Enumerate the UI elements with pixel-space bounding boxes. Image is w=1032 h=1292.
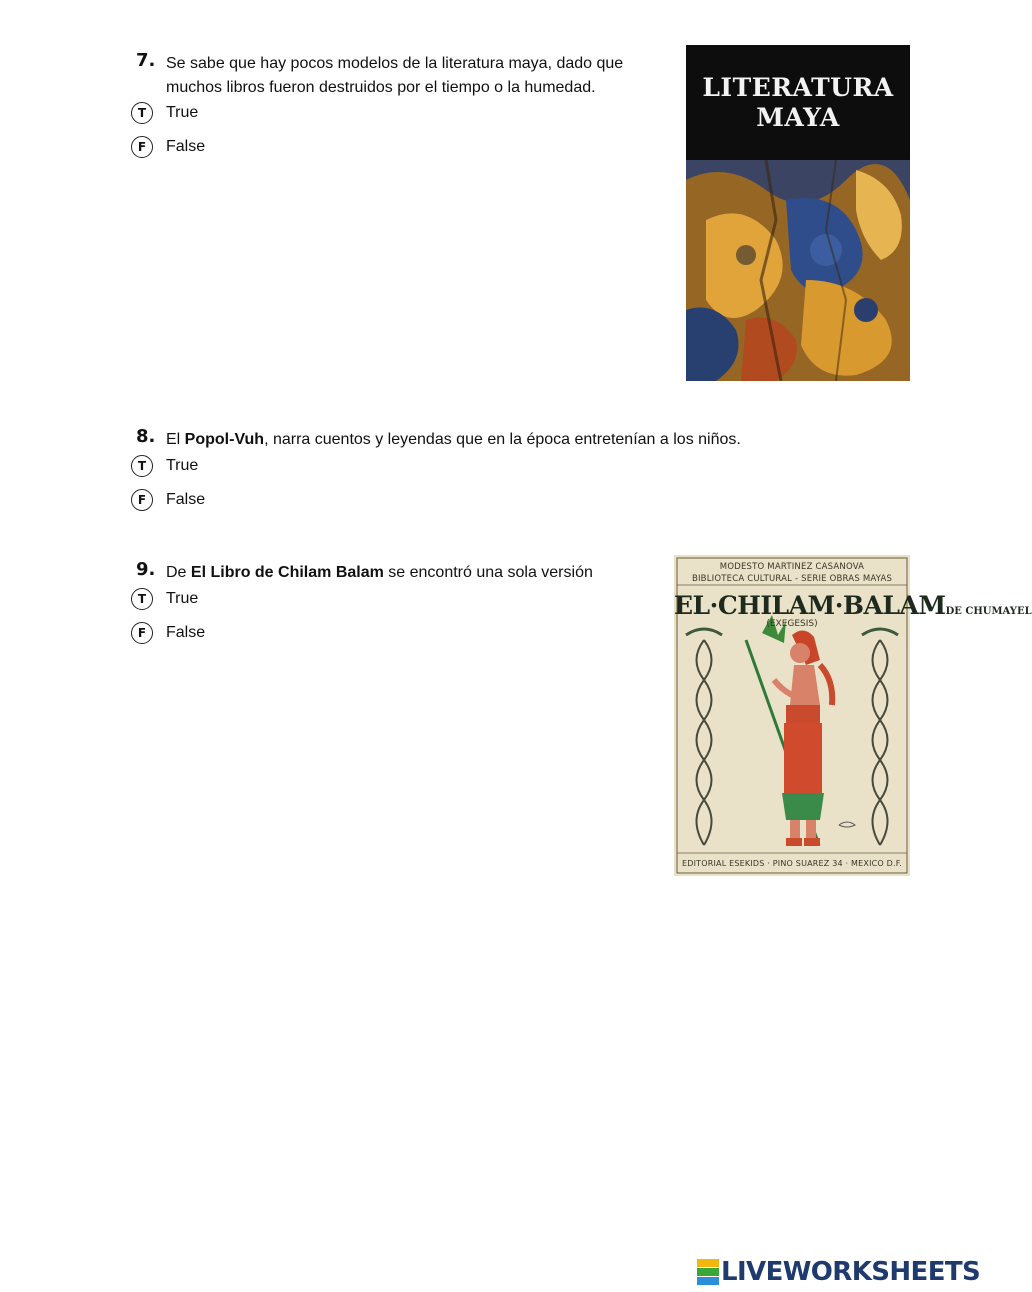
cover-title-band — [686, 45, 910, 160]
cover-title-line: MAYA — [756, 102, 840, 132]
option-letter-f[interactable]: F — [131, 622, 153, 644]
option-true[interactable] — [131, 587, 198, 611]
option-label[interactable]: True — [166, 590, 199, 607]
question-text-line: muchos libros fueron destruidos por el tiempo o la humedad. — [166, 79, 596, 96]
logo-text: LIVEWORKSHEETS — [721, 1257, 981, 1287]
option-false[interactable] — [131, 135, 205, 159]
question-text — [166, 428, 741, 452]
option-false[interactable] — [131, 621, 205, 645]
cover-author: MODESTO MARTINEZ CASANOVA — [719, 562, 865, 572]
option-true[interactable] — [131, 101, 198, 125]
logo-color-blocks — [697, 1259, 719, 1285]
question-number: 9. — [136, 559, 156, 580]
cover-series: BIBLIOTECA CULTURAL - SERIE OBRAS MAYAS — [691, 574, 893, 584]
logo-block-green — [697, 1268, 719, 1276]
question-text-bold: El Libro de Chilam Balam — [190, 564, 384, 581]
liveworksheets-logo — [697, 1256, 980, 1288]
question-text-part: se encontró una sola versión — [383, 564, 593, 581]
literatura-maya-book-cover — [686, 45, 910, 381]
option-letter-t[interactable]: T — [131, 588, 153, 610]
option-false[interactable] — [131, 488, 205, 512]
logo-block-blue — [697, 1277, 719, 1285]
cover-title — [674, 591, 1032, 620]
option-label[interactable]: False — [166, 624, 206, 641]
question-text-bold: Popol-Vuh — [184, 431, 265, 448]
cover-title-line: LITERATURA — [702, 72, 894, 102]
maya-codex-illustration — [686, 160, 910, 381]
cover-title-suffix: DE CHUMAYEL — [945, 606, 1032, 617]
cover-title-main: EL·CHILAM·BALAM — [674, 591, 946, 620]
logo-block-yellow — [697, 1259, 719, 1267]
option-label[interactable]: True — [166, 104, 199, 121]
question-text — [166, 52, 623, 100]
option-true[interactable] — [131, 454, 198, 478]
question-text-part: El — [166, 431, 185, 448]
question-text-part: De — [166, 564, 191, 581]
option-label[interactable]: False — [166, 491, 206, 508]
option-letter-t[interactable]: T — [131, 455, 153, 477]
question-number: 7. — [136, 50, 156, 71]
option-letter-f[interactable]: F — [131, 489, 153, 511]
question-text-line: Se sabe que hay pocos modelos de la literatura maya, dado que — [166, 55, 624, 72]
cover-publisher: EDITORIAL ESEKIDS · PINO SUAREZ 34 · MEXICO D.F. — [681, 859, 903, 868]
question-text — [166, 561, 593, 585]
option-label[interactable]: False — [166, 138, 206, 155]
question-text-part: , narra cuentos y leyendas que en la época entretenían a los niños. — [264, 431, 741, 448]
chilam-balam-book-cover — [674, 555, 1032, 876]
option-letter-t[interactable]: T — [131, 102, 153, 124]
question-number: 8. — [136, 426, 156, 447]
cover-subtitle: (EXEGESIS) — [766, 619, 818, 629]
option-label[interactable]: True — [166, 457, 199, 474]
option-letter-f[interactable]: F — [131, 136, 153, 158]
